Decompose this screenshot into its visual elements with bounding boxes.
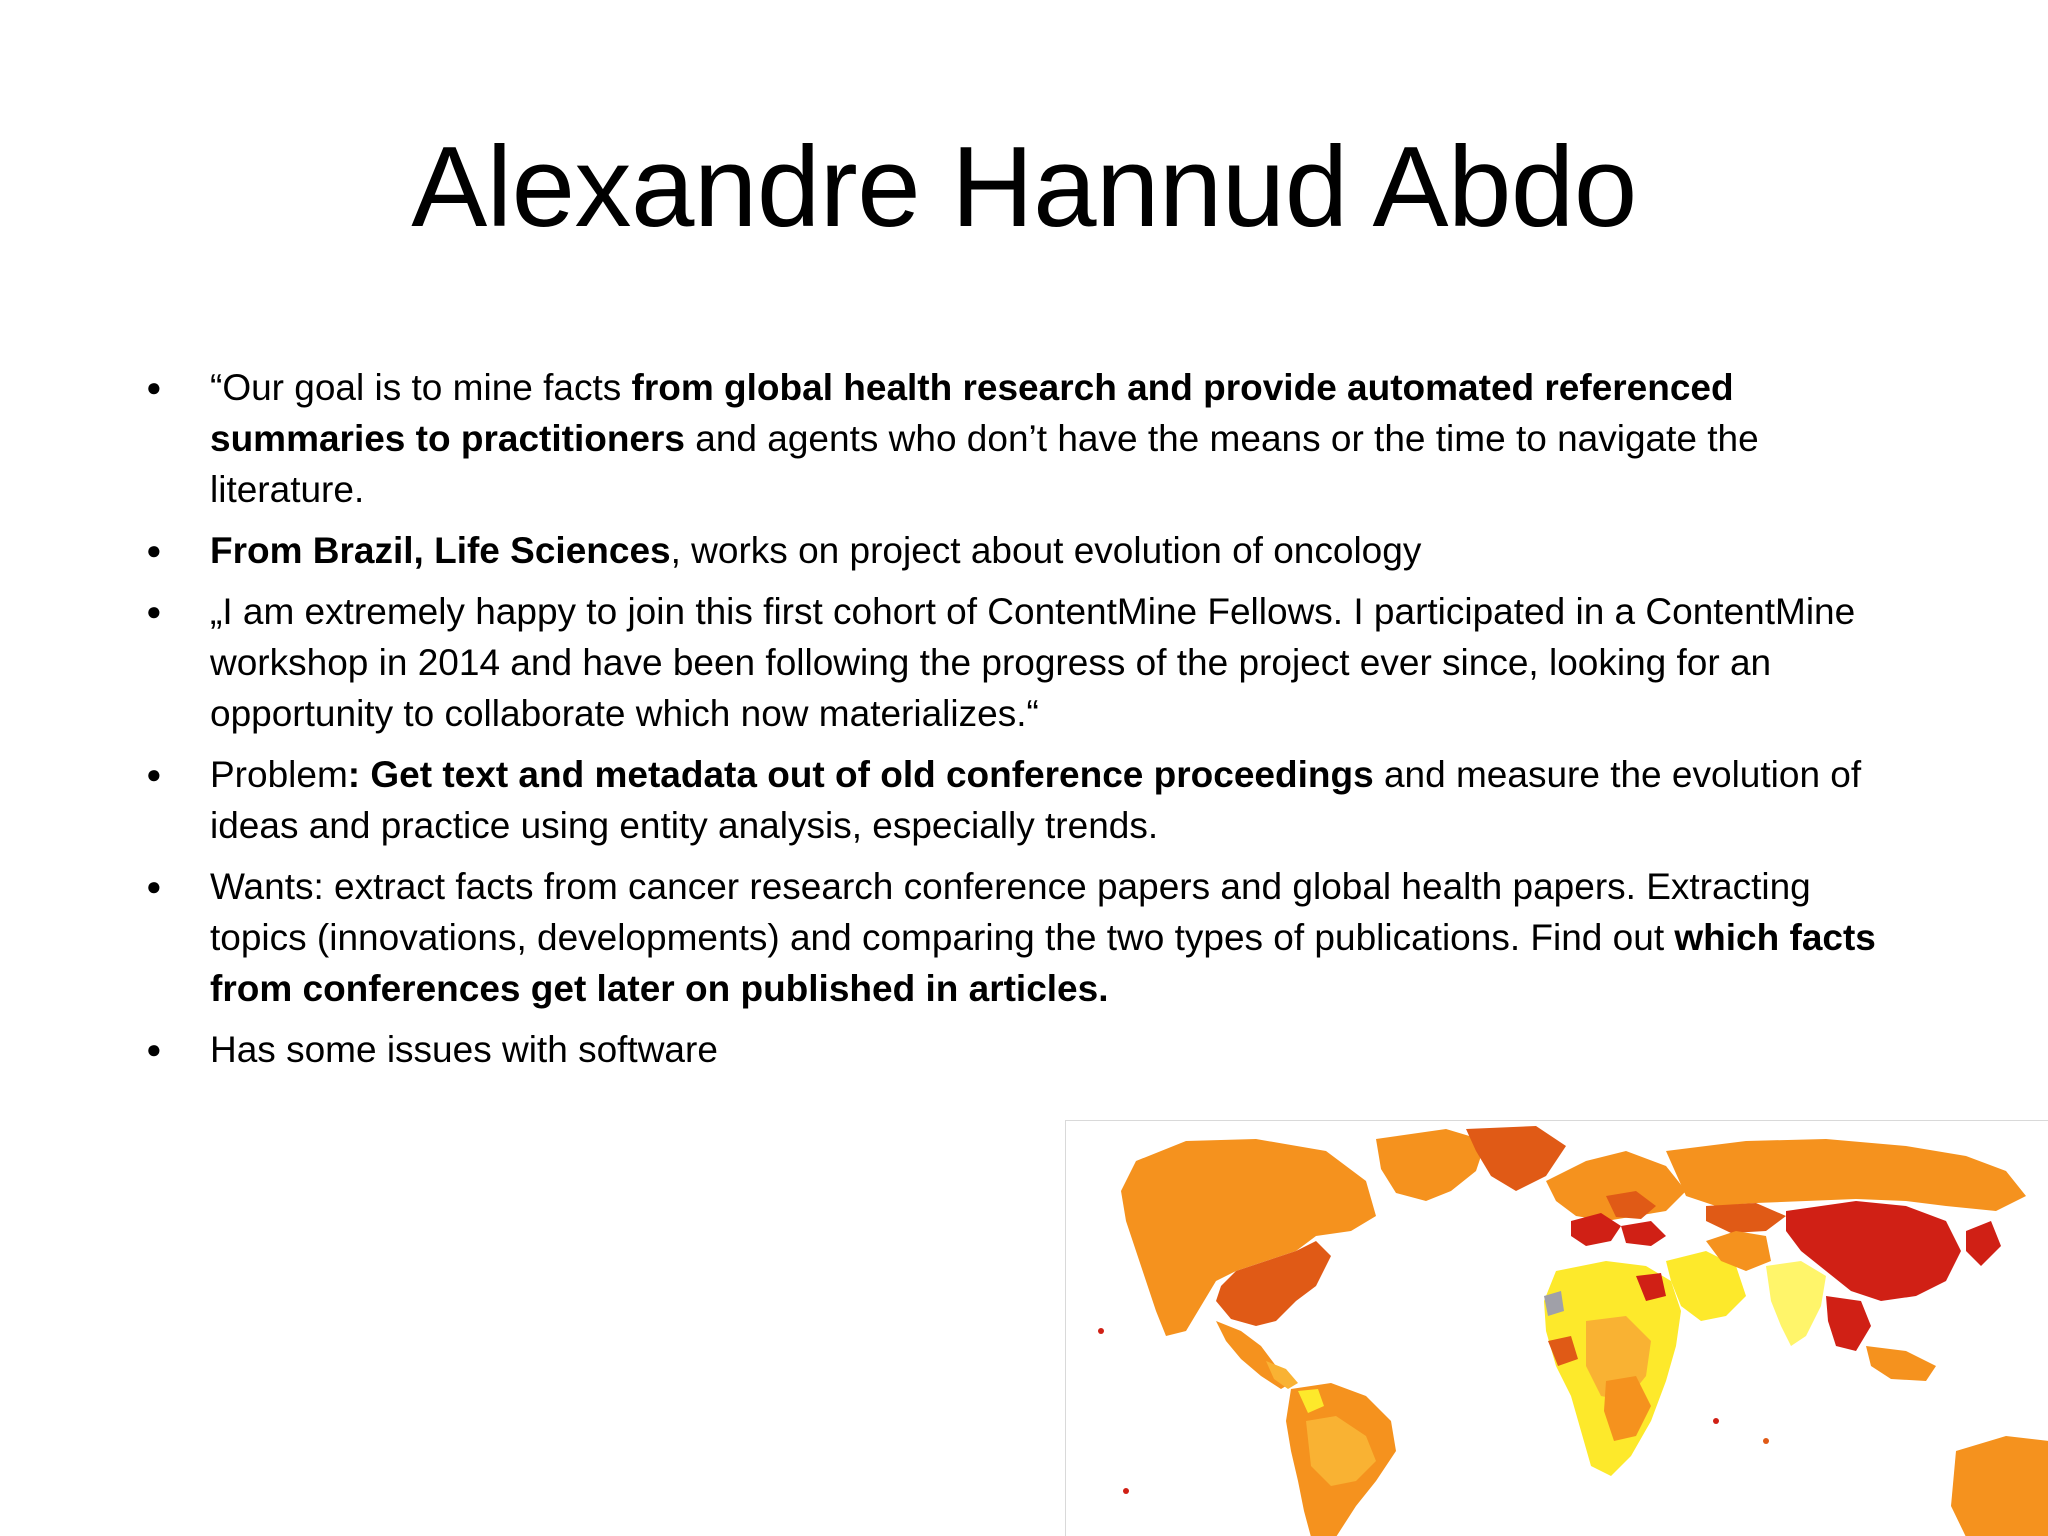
map-region	[1713, 1418, 1719, 1424]
bullet-item	[146, 586, 1910, 739]
bullet-text: Problem	[210, 754, 348, 795]
bullet-item	[146, 1024, 1910, 1075]
bullet-item	[146, 362, 1910, 515]
map-region	[1098, 1328, 1104, 1334]
bullet-text: and measure the evolution of ideas and practice using entity analysis, especially trends.	[210, 754, 1862, 846]
bullet-text: “Our goal is to mine facts	[210, 367, 632, 408]
bullet-text-bold: from global health research and provide automated referenced summaries to practitioners	[210, 367, 1734, 459]
bullet-text: , works on project about evolution of oncology	[670, 530, 1422, 571]
bullet-item	[146, 861, 1910, 1014]
bullet-text: Wants: extract facts from cancer research conference papers and global health papers. Extracting topics (innovations, developments) and comparing the two types of publications. Find out	[210, 866, 1811, 958]
map-region	[1866, 1346, 1936, 1381]
map-region	[1621, 1221, 1666, 1246]
map-region	[1826, 1296, 1871, 1351]
bullet-dot-icon: ●	[146, 535, 162, 565]
map-region	[1376, 1129, 1486, 1201]
map-region	[1766, 1261, 1826, 1346]
map-region	[1966, 1221, 2001, 1266]
bullet-dot-icon: ●	[146, 1034, 162, 1064]
map-region	[1951, 1436, 2048, 1536]
bullet-text: Has some issues with software	[210, 1029, 718, 1070]
bullet-text: and agents who don’t have the means or the time to navigate the literature.	[210, 418, 1759, 510]
map-region	[1763, 1438, 1769, 1444]
map-region	[1666, 1139, 2026, 1211]
world-map-icon	[1066, 1121, 2048, 1536]
bullet-dot-icon: ●	[146, 372, 162, 402]
bullet-list	[0, 362, 2048, 1085]
bullet-dot-icon: ●	[146, 759, 162, 789]
bullet-dot-icon: ●	[146, 871, 162, 901]
bullet-text-bold: From Brazil, Life Sciences	[210, 530, 671, 571]
bullet-text-bold: : Get text and metadata out of old conference proceedings	[347, 754, 1374, 795]
map-region	[1706, 1203, 1786, 1233]
world-map-image	[1065, 1120, 2048, 1536]
slide-title: Alexandre Hannud Abdo	[411, 124, 1637, 251]
bullet-text-bold: which facts from conferences get later on published in articles.	[210, 917, 1876, 1009]
bullet-text: „I am extremely happy to join this first cohort of ContentMine Fellows. I participated in a ContentMine workshop in 2014 and have been following the progress of the project ever since, looking for an opportunity to collaborate which now materializes.“	[210, 591, 1856, 734]
bullet-item	[146, 749, 1910, 851]
bullet-dot-icon: ●	[146, 596, 162, 626]
bullet-item	[146, 525, 1910, 576]
map-region	[1123, 1488, 1129, 1494]
